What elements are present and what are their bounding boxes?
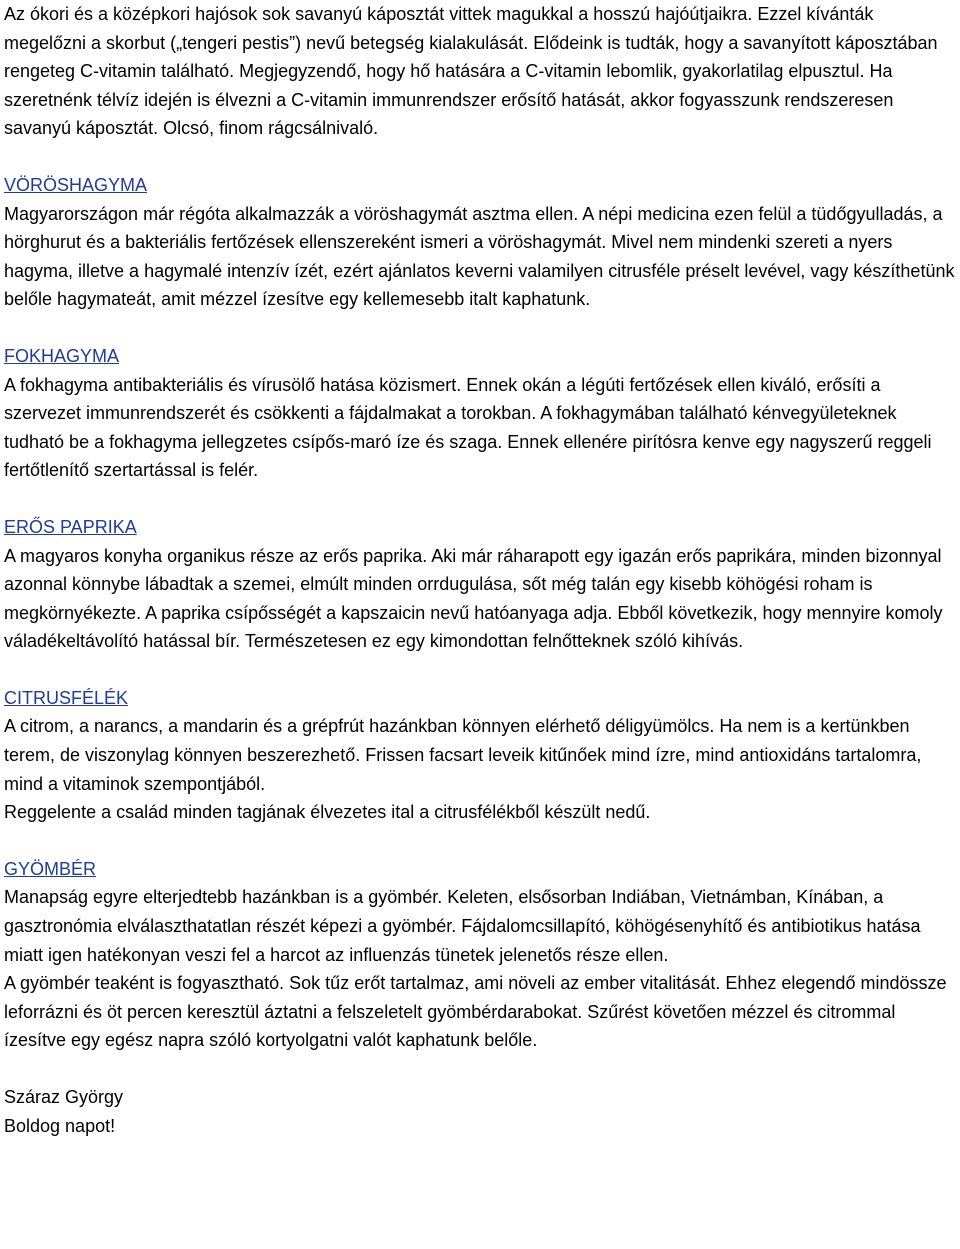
section-fokhagyma (4, 342, 956, 485)
section-gyomber-paragraph-2: A gyömbér teaként is fogyasztható. Sok tűz erőt tartalmaz, ami növeli az ember vitalitását. Ehhez elegendő mindössze leforrázni és öt percen keresztül áztatni a felszeletelt gyömbérdarabokat. Szűrést követően mézzel és citrommal ízesítve egy egész napra szóló kortyolgatni valót kaphatunk belőle. (4, 973, 947, 1051)
section-eros-paprika (4, 513, 956, 656)
signature-name: Száraz György (4, 1087, 124, 1107)
section-gyomber (4, 855, 956, 1055)
signature-greeting: Boldog napot! (4, 1115, 116, 1136)
section-citrusfelek (4, 684, 956, 827)
section-title-citrusfelek: CITRUSFÉLÉK (4, 687, 129, 708)
section-citrusfelek-paragraph-2: Reggelente a család minden tagjának élvezetes ital a citrusfélékből készült nedű. (4, 802, 651, 823)
section-citrusfelek-paragraph-1: A citrom, a narancs, a mandarin és a grépfrút hazánkban könnyen elérhető déligyümölcs. Ha nem is a kertünkben terem, de viszonylag könnyen beszerezhető. Frissen facsart leveik kitűnőek mind ízre, mind antioxidáns tartalomra, mind a vitaminok szempontjából. (4, 716, 922, 794)
section-title-fokhagyma: FOKHAGYMA (4, 345, 120, 366)
section-title-voroshagyma: VÖRÖSHAGYMA (4, 174, 148, 195)
section-voroshagyma-paragraph-1: Magyarországon már régóta alkalmazzák a vöröshagymát asztma ellen. A népi medicina ezen felül a tüdőgyulladás, a hörghurut és a bakteriális fertőzések ellenszereként ismeri a vöröshagymát. Mivel nem mindenki szereti a nyers hagyma, illetve a hagymalé intenzív ízét, ezért ajánlatos keverni valamilyen citrusféle préselt levével, vagy készíthetünk belőle hagymateát, amit mézzel ízesítve egy kellemesebb italt kaphatunk. (4, 203, 955, 310)
section-eros-paprika-paragraph-1: A magyaros konyha organikus része az erős paprika. Aki már ráharapott egy igazán erős paprikára, minden bizonnyal azonnal könnybe lábadtak a szemei, elmúlt minden orrdugulása, sőt még talán egy kisebb köhögési roham is megkörnyékezte. A paprika csípősségét a kapszaicin nevű hatóanyaga adja. Ebből következik, hogy mennyire komoly váladékeltávolító hatással bír. Természetesen ez egy kimondottan felnőtteknek szóló kihívás. (4, 545, 943, 652)
signature-block (4, 1083, 956, 1140)
section-gyomber-paragraph-1: Manapság egyre elterjedtebb hazánkban is a gyömbér. Keleten, elsősorban Indiában, Vietnámban, Kínában, a gasztronómia elválaszthatatlan részét képezi a gyömbér. Fájdalomcsillapító, köhögésenyhítő és antibiotikus hatása miatt igen hatékonyan veszi fel a harcot az influenzás tünetek jelenetős része ellen. (4, 887, 921, 965)
section-fokhagyma-paragraph-1: A fokhagyma antibakteriális és vírusölő hatása közismert. Ennek okán a légúti fertőzések ellen kiváló, erősíti a szervezet immunrendszerét és csökkenti a fájdalmakat a torokban. A fokhagymában található kénvegyületeknek tudható be a fokhagyma jellegzetes csípős-maró íze és szaga. Ennek ellenére pirítósra kenve egy nagyszerű reggeli fertőtlenítő szertartással is felér. (4, 374, 932, 481)
section-title-gyomber: GYÖMBÉR (4, 858, 97, 879)
intro-paragraph: Az ókori és a középkori hajósok sok savanyú káposztát vittek magukkal a hosszú hajóútjaikra. Ezzel kívánták megelőzni a skorbut („tengeri pestis”) nevű betegség kialakulását. Elődeink is tudták, hogy a savanyított káposztában rengeteg C-vitamin található. Megjegyzendő, hogy hő hatására a C-vitamin lebomlik, gyakorlatilag elpusztul. Ha szeretnénk télvíz idején is élvezni a C-vitamin immunrendszer erősítő hatását, akkor fogyasszunk rendszeresen savanyú káposztát. Olcsó, finom rágcsálnivaló. (4, 4, 938, 139)
section-voroshagyma (4, 171, 956, 314)
section-title-eros-paprika: ERŐS PAPRIKA (4, 516, 137, 537)
